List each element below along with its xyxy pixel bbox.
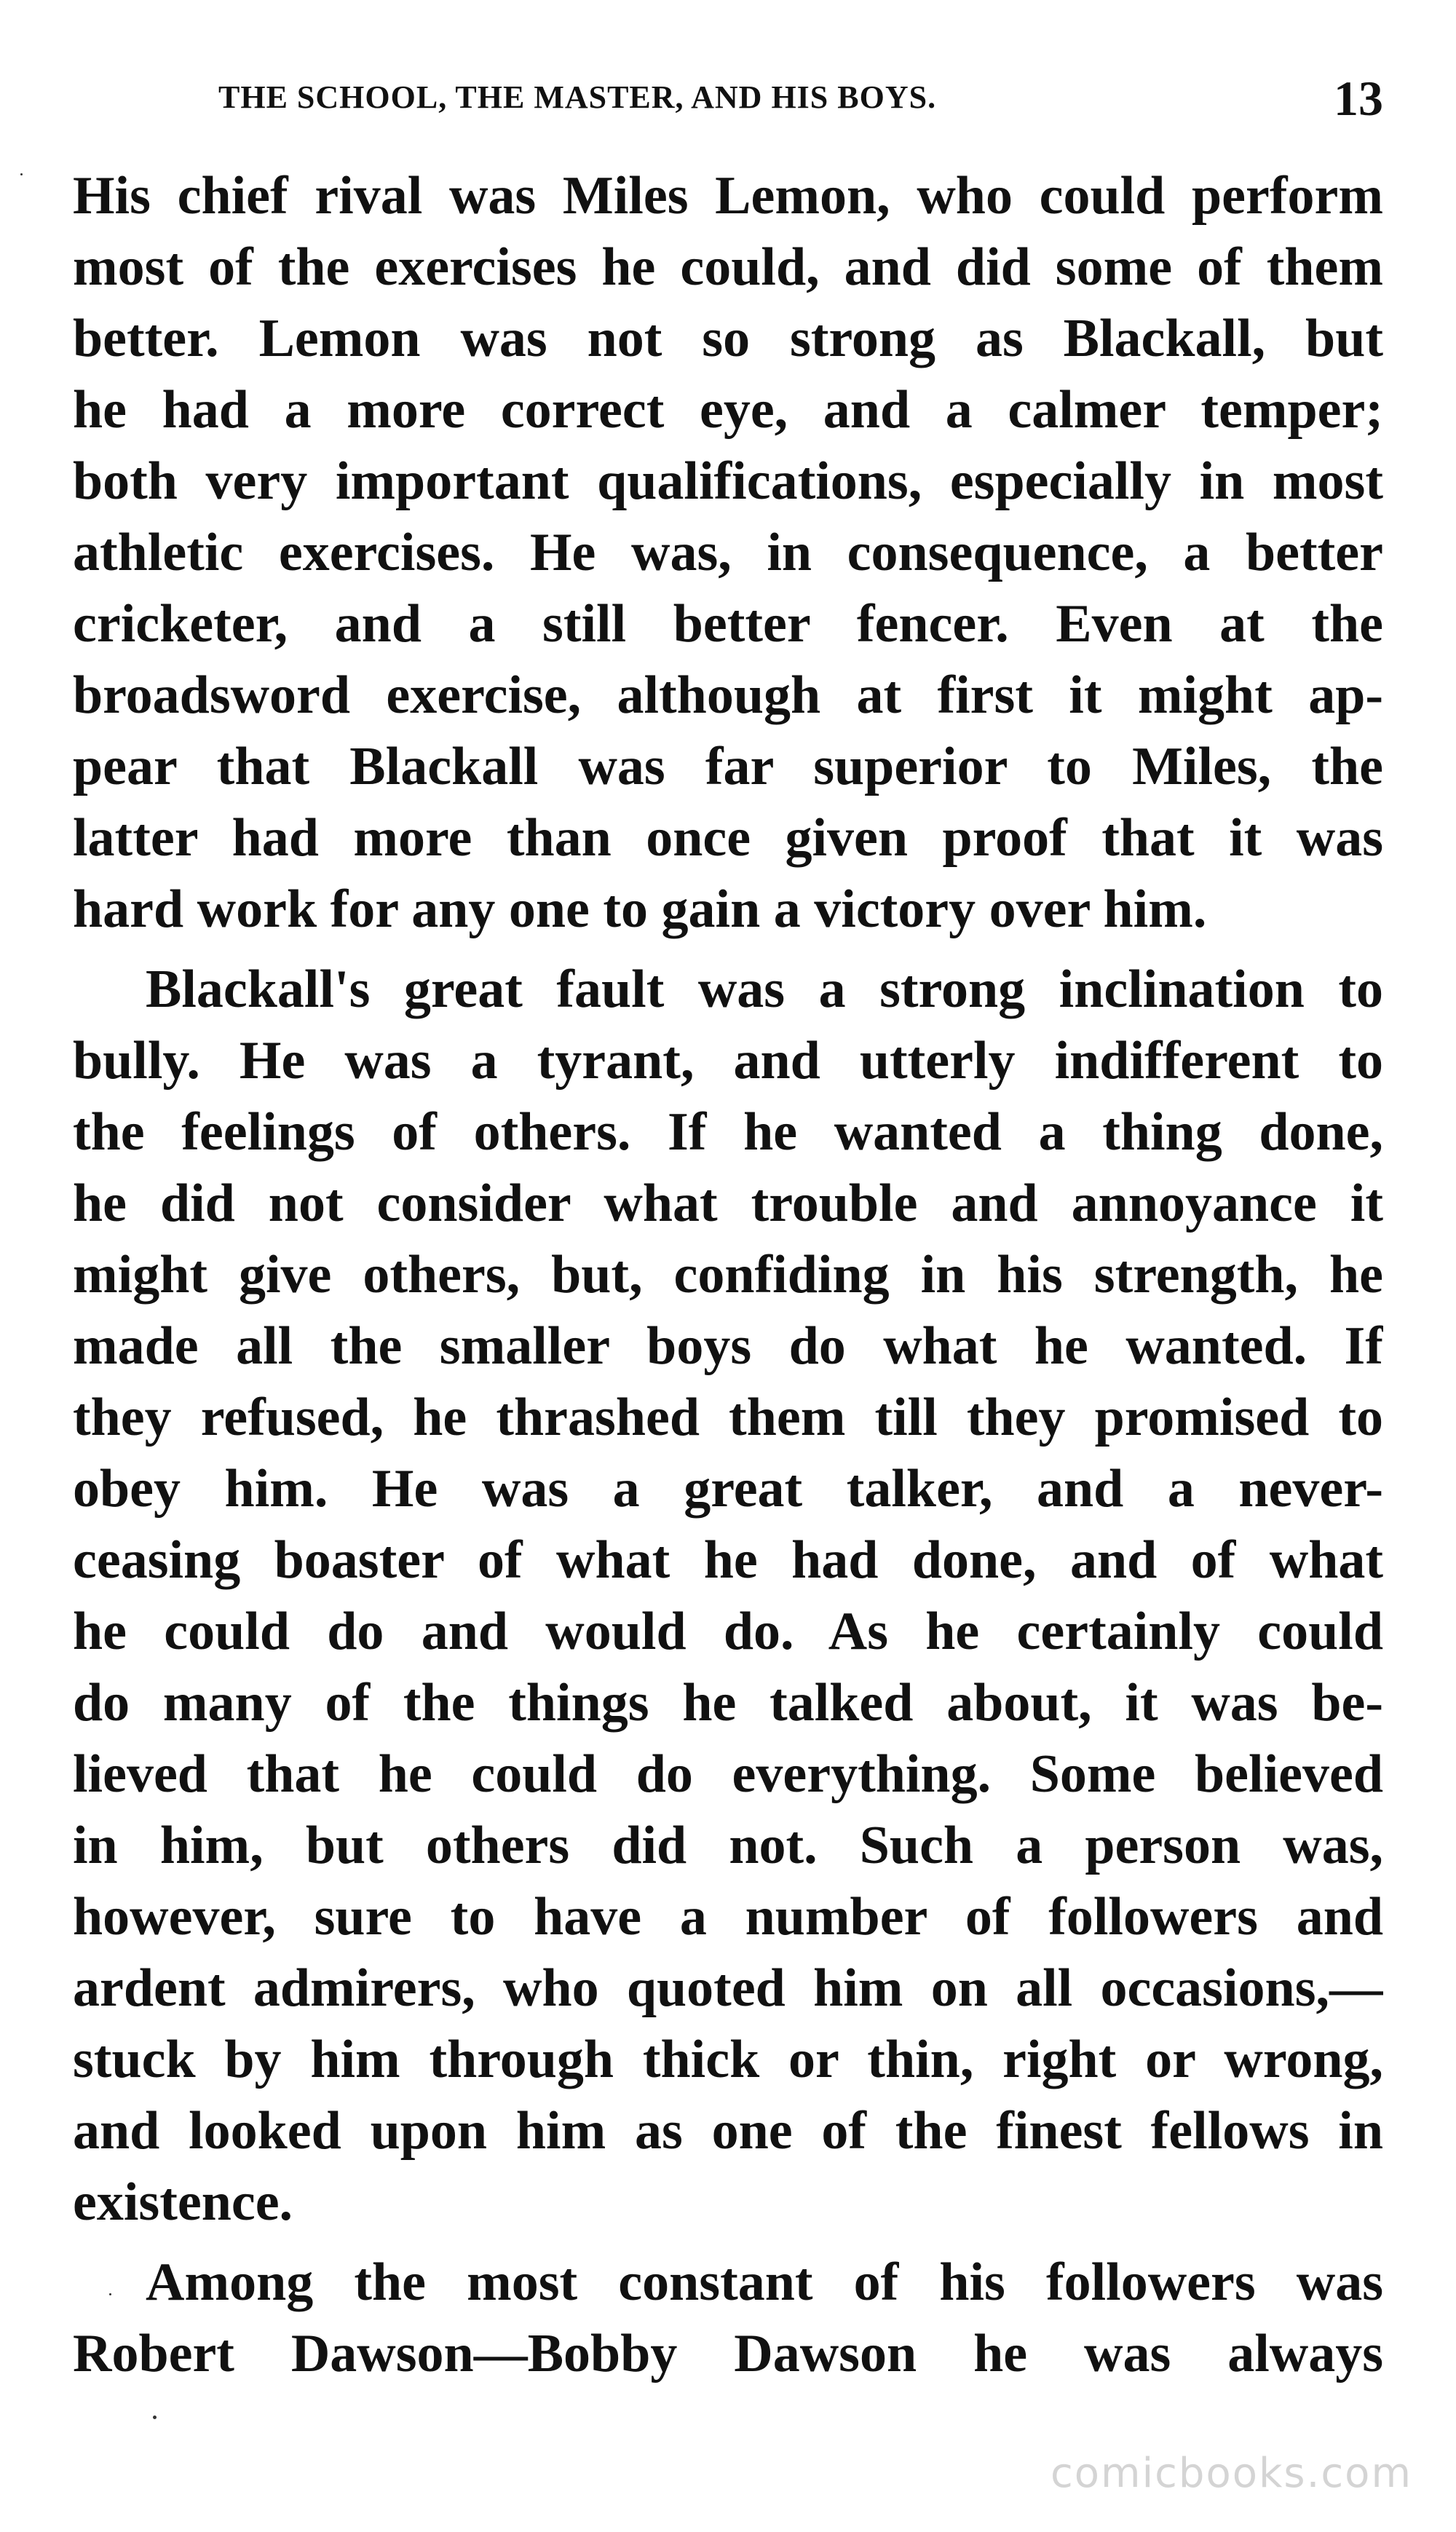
- text-line: Blackall's great fault was a strong inclination to: [146, 960, 1383, 1019]
- text-line: he could do and would do. As he certainly could: [73, 1602, 1383, 1661]
- text-line: made all the smaller boys do what he wanted. If: [73, 1316, 1383, 1376]
- paragraph: [73, 2247, 1383, 2389]
- text-line: stuck by him through thick or thin, right or wrong,: [73, 2030, 1383, 2089]
- paragraph: [73, 160, 1383, 945]
- text-line: however, sure to have a number of followers and: [73, 1887, 1383, 1947]
- text-line: he had a more correct eye, and a calmer temper;: [73, 380, 1383, 440]
- text-line: most of the exercises he could, and did some of them: [73, 237, 1383, 297]
- text-line: bully. He was a tyrant, and utterly indifferent to: [73, 1031, 1383, 1091]
- text-line: athletic exercises. He was, in consequence, a better: [73, 523, 1383, 582]
- text-line: both very important qualifications, especially in most: [73, 451, 1383, 511]
- text-line: might give others, but, confiding in his strength, he: [73, 1245, 1383, 1305]
- running-head: [218, 64, 1383, 130]
- text-line: ardent admirers, who quoted him on all occasions,—: [73, 1958, 1383, 2018]
- text-line: and looked upon him as one of the finest fellows in: [73, 2101, 1383, 2161]
- text-line: cricketer, and a still better fencer. Even at the: [73, 594, 1383, 654]
- text-line: he did not consider what trouble and annoyance it: [73, 1174, 1383, 1233]
- print-speck: [153, 2416, 157, 2419]
- text-line: hard work for any one to gain a victory over him.: [73, 879, 1207, 939]
- watermark: comicbooks.com: [1050, 2450, 1412, 2497]
- text-line: Among the most constant of his followers was: [146, 2252, 1383, 2312]
- text-line: pear that Blackall was far superior to Miles, the: [73, 737, 1383, 796]
- text-line: better. Lemon was not so strong as Blackall, but: [73, 309, 1383, 368]
- text-line: the feelings of others. If he wanted a thing done,: [73, 1102, 1383, 1162]
- text-line: do many of the things he talked about, it was be-: [73, 1673, 1383, 1733]
- text-line: ceasing boaster of what he had done, and of what: [73, 1530, 1383, 1590]
- text-line: they refused, he thrashed them till they promised to: [73, 1388, 1383, 1447]
- body-text: [73, 160, 1383, 2389]
- text-line: in him, but others did not. Such a person was,: [73, 1816, 1383, 1875]
- text-line: latter had more than once given proof that it was: [73, 808, 1383, 868]
- text-line: lieved that he could do everything. Some believed: [73, 1744, 1383, 1804]
- paragraph: [73, 954, 1383, 2238]
- print-speck: [109, 2293, 111, 2295]
- text-line: existence.: [73, 2172, 293, 2232]
- page-number: 13: [1334, 71, 1383, 126]
- running-title: THE SCHOOL, THE MASTER, AND HIS BOYS.: [218, 79, 937, 115]
- text-line: broadsword exercise, although at first it might ap-: [73, 665, 1383, 725]
- text-line: obey him. He was a great talker, and a never-: [73, 1459, 1383, 1519]
- print-speck: [20, 173, 23, 175]
- text-line: Robert Dawson—Bobby Dawson he was always: [73, 2324, 1383, 2383]
- text-line: His chief rival was Miles Lemon, who could perform: [73, 166, 1383, 226]
